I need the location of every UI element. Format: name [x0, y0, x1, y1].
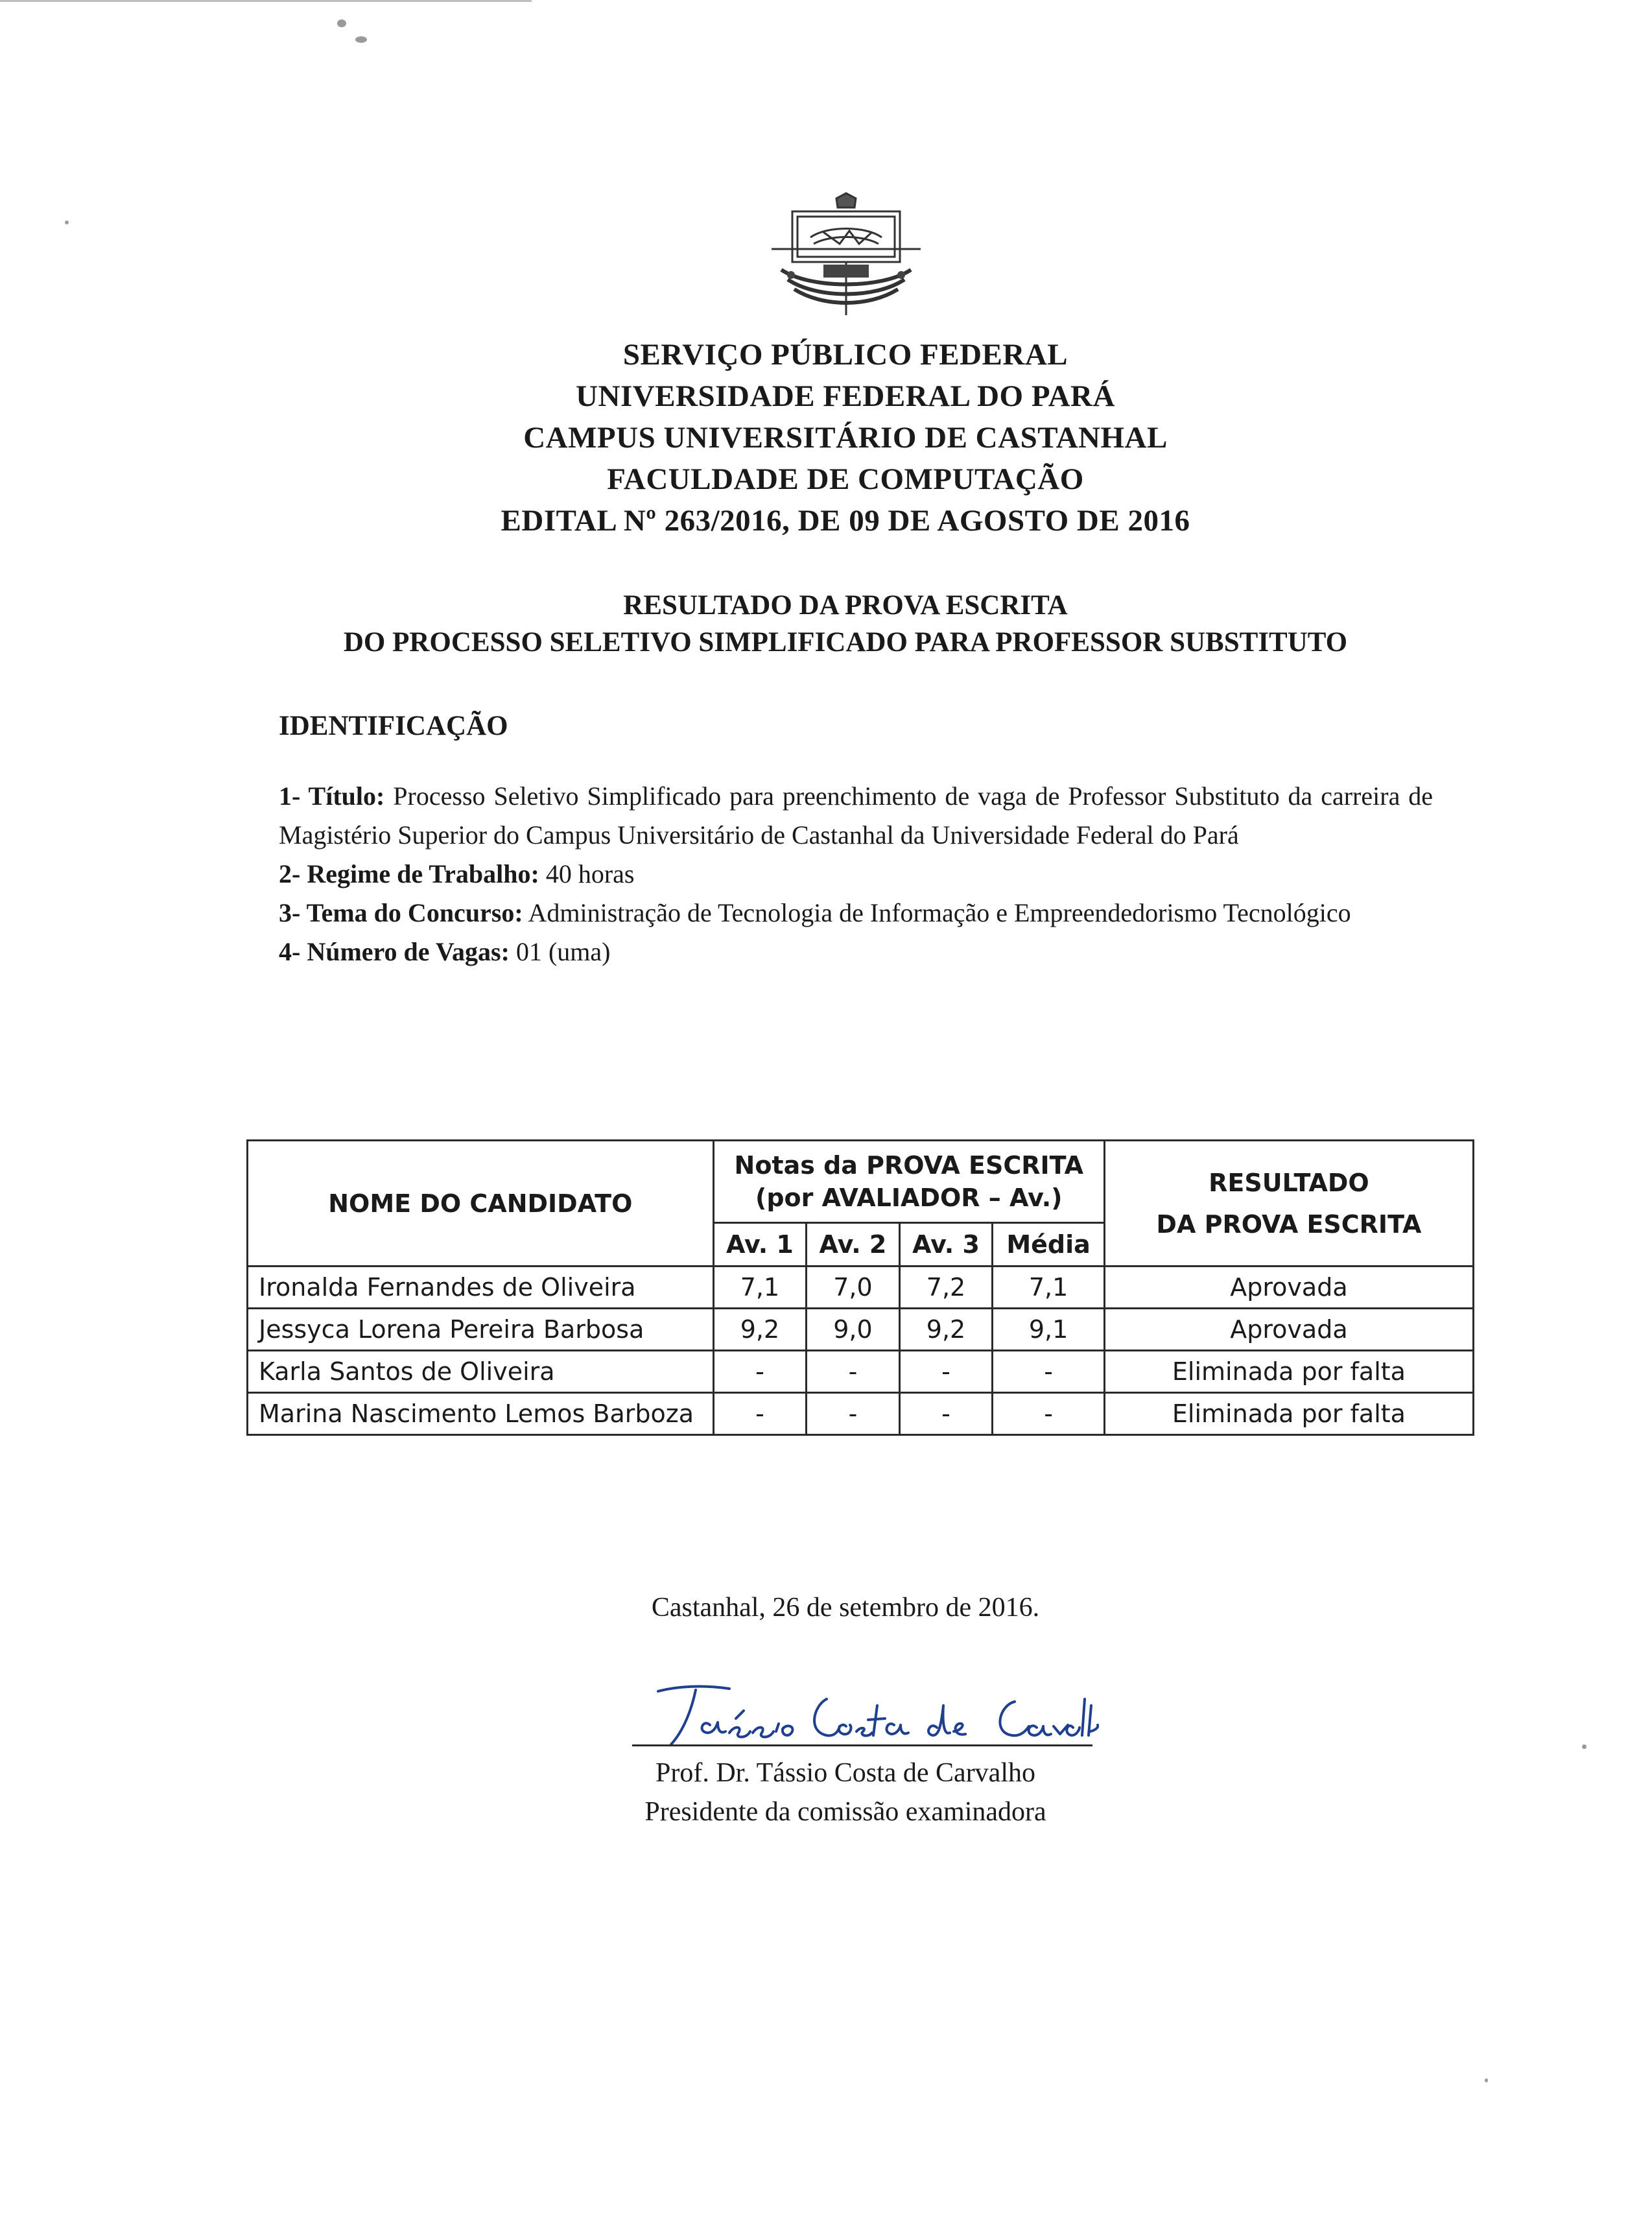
- header-notes-line-2: (por AVALIADOR – Av.): [755, 1183, 1063, 1212]
- scan-speck: [65, 220, 69, 224]
- scan-speck: [355, 36, 367, 43]
- signer-block: [0, 1754, 1652, 1831]
- header-result-line-1: RESULTADO: [1209, 1168, 1369, 1197]
- result-status: Aprovada: [1104, 1309, 1473, 1351]
- header-candidate-name: NOME DO CANDIDATO: [248, 1141, 714, 1267]
- score-media: 9,1: [993, 1309, 1105, 1351]
- place-date-text: Castanhal, 26 de setembro de 2016.: [651, 1593, 1040, 1623]
- score-media: 7,1: [993, 1267, 1105, 1309]
- item-label: 4- Número de Vagas:: [279, 937, 510, 966]
- score-av1: 9,2: [713, 1309, 807, 1351]
- scan-speck: [1485, 2078, 1488, 2082]
- place-and-date: [0, 1592, 1652, 1623]
- header-notes: [713, 1141, 1104, 1223]
- header-line-faculty: FACULDADE DE COMPUTAÇÃO: [607, 462, 1084, 496]
- signer-role: Presidente da comissão examinadora: [644, 1797, 1046, 1827]
- result-status: Aprovada: [1104, 1267, 1473, 1309]
- identification-item: [279, 777, 1433, 855]
- header-av3: Av. 3: [899, 1223, 993, 1267]
- table-row: [248, 1351, 1474, 1393]
- score-av1: -: [713, 1393, 807, 1435]
- signer-name: Prof. Dr. Tássio Costa de Carvalho: [655, 1758, 1035, 1788]
- score-media: -: [993, 1393, 1105, 1435]
- table-row: [248, 1309, 1474, 1351]
- university-crest-icon: [752, 192, 940, 322]
- scan-speck: [337, 19, 346, 27]
- score-av3: -: [899, 1393, 993, 1435]
- table-header-row: [248, 1141, 1474, 1223]
- document-header: [0, 334, 1652, 541]
- identification-list: [279, 777, 1433, 971]
- header-av2: Av. 2: [807, 1223, 900, 1267]
- scan-edge-line: [0, 0, 532, 2]
- item-label: 2- Regime de Trabalho:: [279, 859, 539, 888]
- score-media: -: [993, 1351, 1105, 1393]
- document-subtitle: [0, 587, 1652, 661]
- candidate-name: Jessyca Lorena Pereira Barbosa: [248, 1309, 714, 1351]
- signature-line: [632, 1744, 1092, 1746]
- header-result-line-2: DA PROVA ESCRITA: [1156, 1209, 1422, 1239]
- handwritten-signature: [632, 1680, 1099, 1754]
- score-av3: -: [899, 1351, 993, 1393]
- result-status: Eliminada por falta: [1104, 1393, 1473, 1435]
- identification-heading: IDENTIFICAÇÃO: [279, 711, 508, 741]
- item-value: 01 (uma): [515, 937, 611, 966]
- identification-item: [279, 933, 1433, 971]
- header-av1: Av. 1: [713, 1223, 807, 1267]
- identification-item: [279, 894, 1433, 933]
- score-av1: -: [713, 1351, 807, 1393]
- header-line-edital: EDITAL Nº 263/2016, DE 09 DE AGOSTO DE 2016: [501, 504, 1190, 538]
- table-row: [248, 1267, 1474, 1309]
- score-av3: 7,2: [899, 1267, 993, 1309]
- result-status: Eliminada por falta: [1104, 1351, 1473, 1393]
- candidate-name: Karla Santos de Oliveira: [248, 1351, 714, 1393]
- score-av3: 9,2: [899, 1309, 993, 1351]
- item-value: Processo Seletivo Simplificado para preenchimento de vaga de Professor Substituto da carreira de Magistério Superior do Campus Universitário de Castanhal da Universidade Federal do Pará: [279, 781, 1434, 850]
- header-media: Média: [993, 1223, 1105, 1267]
- score-av2: -: [807, 1393, 900, 1435]
- item-value: 40 horas: [545, 859, 635, 888]
- item-label: 1- Título:: [279, 781, 385, 811]
- subtitle-line-1: RESULTADO DA PROVA ESCRITA: [623, 590, 1068, 621]
- scan-speck: [1582, 1744, 1587, 1749]
- identification-item: [279, 855, 1433, 894]
- candidate-name: Marina Nascimento Lemos Barboza: [248, 1393, 714, 1435]
- candidate-name: Ironalda Fernandes de Oliveira: [248, 1267, 714, 1309]
- score-av2: -: [807, 1351, 900, 1393]
- header-result: [1104, 1141, 1473, 1267]
- score-av1: 7,1: [713, 1267, 807, 1309]
- header-line-service: SERVIÇO PÚBLICO FEDERAL: [622, 338, 1068, 372]
- score-av2: 9,0: [807, 1309, 900, 1351]
- header-line-university: UNIVERSIDADE FEDERAL DO PARÁ: [576, 379, 1115, 413]
- header-notes-line-1: Notas da PROVA ESCRITA: [734, 1151, 1084, 1180]
- item-value: Administração de Tecnologia de Informação e Empreendedorismo Tecnológico: [528, 898, 1351, 927]
- subtitle-line-2: DO PROCESSO SELETIVO SIMPLIFICADO PARA PROFESSOR SUBSTITUTO: [343, 627, 1348, 658]
- item-label: 3- Tema do Concurso:: [279, 898, 523, 927]
- table-row: [248, 1393, 1474, 1435]
- score-av2: 7,0: [807, 1267, 900, 1309]
- header-line-campus: CAMPUS UNIVERSITÁRIO DE CASTANHAL: [523, 421, 1168, 455]
- results-table: [246, 1139, 1474, 1436]
